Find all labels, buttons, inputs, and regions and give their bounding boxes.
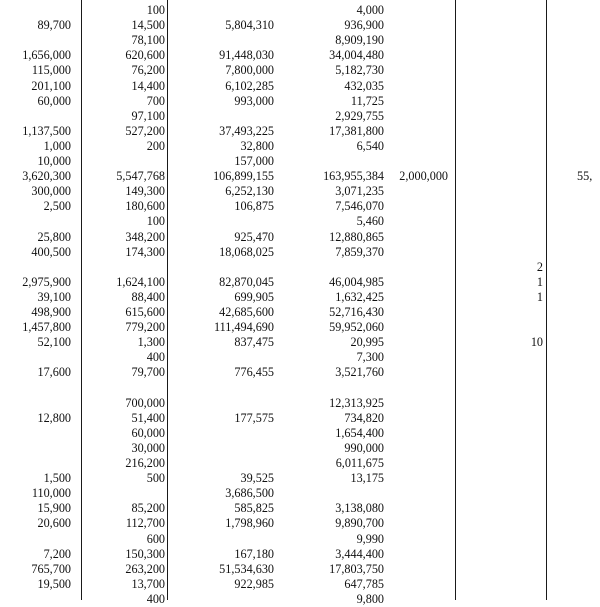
table-cell: 585,825	[234, 501, 274, 516]
table-cell	[540, 18, 600, 33]
table-row	[0, 3, 600, 18]
table-cell: 3,444,400	[335, 546, 384, 561]
table-cell: 149,300	[125, 184, 165, 199]
table-cell: 348,200	[125, 229, 165, 244]
table-cell: 34,004,480	[329, 48, 384, 63]
table-row	[0, 441, 600, 456]
table-cell	[540, 365, 600, 380]
table-cell: 1,798,960	[225, 516, 274, 531]
table-row	[0, 109, 600, 124]
table-row	[0, 592, 600, 607]
table-cell: 837,475	[234, 335, 274, 350]
table-cell: 620,600	[125, 48, 165, 63]
table-cell	[540, 381, 600, 396]
table-row	[0, 501, 600, 516]
table-cell: 13,700	[131, 576, 165, 591]
table-cell: 10,000	[37, 154, 71, 168]
table-cell	[540, 184, 600, 199]
table-row	[0, 214, 600, 229]
table-cell: 1,137,500	[22, 123, 71, 138]
table-cell: 776,455	[234, 365, 274, 380]
table-cell: 106,875	[234, 199, 274, 214]
table-cell: 17,600	[37, 365, 71, 380]
table-cell: 990,000	[344, 440, 384, 455]
table-cell: 12,313,925	[329, 395, 384, 410]
table-cell	[540, 33, 600, 48]
table-cell: 9,990	[356, 531, 384, 546]
table-row	[0, 275, 600, 290]
table-row	[0, 396, 600, 411]
table-cell: 177,575	[234, 410, 274, 425]
table-cell: 2,000,000	[399, 169, 448, 184]
table-cell: 163,955,384	[323, 169, 384, 184]
table-cell: 2	[536, 259, 543, 274]
table-cell: 7,546,070	[335, 199, 384, 214]
table-cell: 6,011,675	[335, 456, 384, 470]
table-cell: 600	[146, 531, 165, 546]
table-cell: 12,800	[37, 410, 71, 425]
table-cell	[540, 516, 600, 531]
table-cell: 14,400	[131, 78, 165, 93]
table-cell: 734,820	[344, 410, 384, 425]
table-cell: 993,000	[234, 93, 274, 108]
table-cell: 14,500	[131, 18, 165, 33]
table-cell: 37,493,225	[219, 123, 274, 138]
table-cell: 1,000	[43, 138, 71, 153]
table-row	[0, 335, 600, 350]
table-cell: 150,300	[125, 546, 165, 561]
table-row	[0, 305, 600, 320]
table-cell: 500	[146, 471, 165, 486]
table-cell: 6,102,285	[225, 78, 274, 93]
table-cell: 30,000	[131, 440, 165, 455]
table-cell-text: 55,	[577, 169, 593, 184]
table-row	[0, 154, 600, 169]
table-cell: 46,004,985	[329, 274, 384, 289]
table-cell: 201,100	[31, 78, 71, 93]
table-cell: 180,600	[125, 199, 165, 214]
table-cell	[540, 154, 600, 169]
table-cell: 1,656,000	[22, 48, 71, 63]
table-cell: 115,000	[31, 63, 71, 78]
table-cell	[540, 350, 600, 365]
table-cell: 76,200	[131, 63, 165, 78]
table-cell	[540, 79, 600, 94]
table-cell: 1,654,400	[335, 425, 384, 440]
table-cell: 13,175	[350, 471, 384, 486]
table-cell: 699,905	[234, 289, 274, 304]
table-cell: 9,890,700	[335, 516, 384, 531]
table-cell: 6,252,130	[225, 184, 274, 199]
table-cell: 17,381,800	[329, 123, 384, 138]
table-cell: 925,470	[234, 229, 274, 244]
table-cell: 25,800	[37, 229, 71, 244]
table-cell: 15,900	[37, 501, 71, 516]
table-cell	[540, 456, 600, 471]
table-cell: 6,540	[356, 138, 384, 153]
table-row	[0, 260, 600, 275]
table-cell: 936,900	[344, 18, 384, 33]
table-row	[0, 184, 600, 199]
table-cell: 111,494,690	[213, 320, 274, 335]
table-cell	[540, 441, 600, 456]
table-cell: 78,100	[131, 33, 165, 48]
table-row	[0, 169, 600, 184]
table-cell	[540, 48, 600, 63]
table-cell	[540, 592, 600, 607]
table-cell: 39,100	[37, 289, 71, 304]
table-cell: 2,500	[43, 199, 71, 214]
table-row	[0, 562, 600, 577]
table-cell: 779,200	[125, 320, 165, 335]
table-cell: 97,100	[131, 108, 165, 123]
table-cell	[540, 411, 600, 426]
table-row	[0, 350, 600, 365]
table-cell: 39,525	[240, 471, 274, 486]
table-cell	[540, 230, 600, 245]
table-cell: 400	[146, 350, 165, 365]
table-cell: 400	[146, 591, 165, 606]
table-cell: 8,909,190	[335, 33, 384, 48]
table-cell	[540, 426, 600, 441]
table-cell	[540, 169, 600, 184]
table-cell: 12,880,865	[329, 229, 384, 244]
table-cell: 3,138,080	[335, 501, 384, 516]
table-cell: 615,600	[125, 305, 165, 319]
table-cell: 18,068,025	[219, 244, 274, 259]
table-row	[0, 245, 600, 260]
table-cell	[540, 577, 600, 592]
table-cell: 700	[146, 93, 165, 108]
table-cell	[540, 547, 600, 562]
table-row	[0, 320, 600, 335]
table-row	[0, 516, 600, 531]
table-cell	[540, 124, 600, 139]
table-cell	[540, 486, 600, 501]
table-cell	[540, 63, 600, 78]
table-cell: 1	[536, 274, 543, 289]
table-cell: 174,300	[125, 244, 165, 259]
table-cell: 647,785	[344, 576, 384, 591]
table-row	[0, 381, 600, 396]
table-cell: 89,700	[37, 18, 71, 33]
table-row	[0, 456, 600, 471]
table-cell: 112,700	[125, 516, 165, 531]
table-row	[0, 290, 600, 305]
table-row	[0, 547, 600, 562]
table-cell: 19,500	[37, 576, 71, 591]
table-row	[0, 426, 600, 441]
table-cell: 167,180	[234, 546, 274, 561]
table-cell: 1	[536, 289, 543, 304]
table-cell: 17,803,750	[329, 561, 384, 576]
table-cell: 922,985	[234, 576, 274, 591]
table-cell	[540, 532, 600, 547]
table-row	[0, 139, 600, 154]
table-cell: 765,700	[31, 561, 71, 576]
table-cell: 32,800	[240, 138, 274, 153]
table-cell: 3,620,300	[22, 169, 71, 184]
table-row	[0, 63, 600, 78]
table-cell: 52,716,430	[329, 305, 384, 319]
table-cell	[540, 335, 600, 350]
table-cell: 300,000	[31, 184, 71, 199]
table-cell	[540, 94, 600, 109]
table-cell: 216,200	[125, 456, 165, 470]
table-cell	[540, 562, 600, 577]
table-cell	[540, 305, 600, 320]
table-cell: 51,534,630	[219, 561, 274, 576]
table-cell: 20,600	[37, 516, 71, 531]
table-row	[0, 577, 600, 592]
table-cell	[540, 199, 600, 214]
table-cell: 60,000	[131, 425, 165, 440]
table-cell	[540, 139, 600, 154]
table-row	[0, 124, 600, 139]
table-cell: 4,000	[356, 3, 384, 17]
table-cell: 7,200	[43, 546, 71, 561]
table-cell: 5,804,310	[225, 18, 274, 33]
table-cell: 3,071,235	[335, 184, 384, 199]
table-row	[0, 532, 600, 547]
table-cell: 7,859,370	[335, 244, 384, 259]
table-row	[0, 486, 600, 501]
table-row	[0, 471, 600, 486]
table-cell: 2,929,755	[335, 108, 384, 123]
table-cell	[540, 320, 600, 335]
table-cell: 88,400	[131, 289, 165, 304]
table-cell: 59,952,060	[329, 320, 384, 335]
table-cell: 2,975,900	[22, 274, 71, 289]
table-cell: 85,200	[131, 501, 165, 516]
table-cell: 498,900	[31, 305, 71, 319]
table-cell: 1,624,100	[116, 274, 165, 289]
table-cell: 527,200	[125, 123, 165, 138]
table-row	[0, 18, 600, 33]
table-cell: 400,500	[31, 244, 71, 259]
table-row	[0, 199, 600, 214]
table-row	[0, 48, 600, 63]
table-row	[0, 79, 600, 94]
table-cell: 700,000	[125, 395, 165, 410]
table-cell: 5,182,730	[335, 63, 384, 78]
table-cell: 79,700	[131, 365, 165, 380]
table-cell: 100	[146, 214, 165, 229]
table-cell: 1,300	[137, 335, 165, 350]
table-cell: 110,000	[31, 486, 71, 501]
table-cell: 432,035	[344, 78, 384, 93]
table-cell: 1,632,425	[335, 289, 384, 304]
table-cell: 52,100	[37, 335, 71, 350]
table-cell: 91,448,030	[219, 48, 274, 63]
table-cell	[540, 275, 600, 290]
table-cell	[540, 3, 600, 18]
table-cell: 10	[530, 335, 543, 350]
table-cell: 20,995	[350, 335, 384, 350]
table-cell: 5,460	[356, 214, 384, 229]
table-cell: 3,521,760	[335, 365, 384, 380]
table-cell	[540, 501, 600, 516]
table-cell: 60,000	[37, 93, 71, 108]
table-row	[0, 94, 600, 109]
table-cell: 263,200	[125, 561, 165, 576]
table-cell: 9,800	[356, 591, 384, 606]
table-cell: 82,870,045	[219, 274, 274, 289]
table-cell	[540, 245, 600, 260]
table-cell: 3,686,500	[225, 486, 274, 501]
table-row	[0, 365, 600, 380]
table-cell: 11,725	[350, 93, 384, 108]
table-row	[0, 411, 600, 426]
table-cell: 51,400	[131, 410, 165, 425]
table-cell: 157,000	[234, 154, 274, 168]
table-cell: 7,300	[356, 350, 384, 365]
table-cell: 1,457,800	[22, 320, 71, 335]
table-cell: 1,500	[43, 471, 71, 486]
table-row	[0, 230, 600, 245]
table-row	[0, 33, 600, 48]
table-cell	[540, 260, 600, 275]
table-cell: 200	[146, 138, 165, 153]
table-cell	[540, 214, 600, 229]
table-cell: 5,547,768	[116, 169, 165, 184]
table-cell: 106,899,155	[213, 169, 274, 184]
table-cell: 42,685,600	[219, 305, 274, 319]
table-cell	[540, 290, 600, 305]
table-cell	[540, 109, 600, 124]
table-cell	[540, 471, 600, 486]
table-cell: 7,800,000	[225, 63, 274, 78]
table-cell	[540, 396, 600, 411]
table-cell: 100	[146, 3, 165, 17]
